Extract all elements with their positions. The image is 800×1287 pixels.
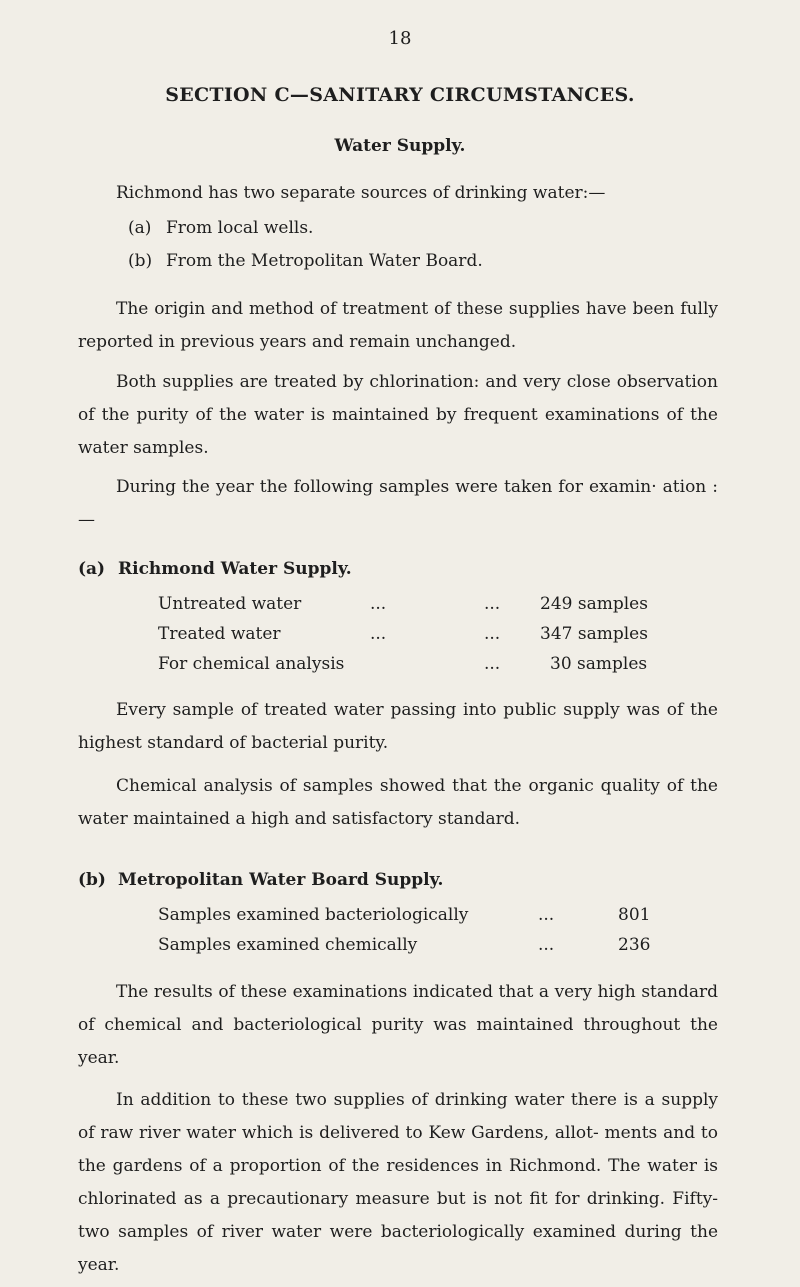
page-number: 18: [388, 28, 412, 49]
row-dots: ...: [484, 624, 501, 644]
row-dots: ...: [370, 624, 387, 644]
row-value: 249 samples: [540, 594, 648, 614]
row-dots: ...: [538, 905, 555, 925]
row-name: Treated water: [158, 624, 281, 644]
metropolitan-heading-text: Metropolitan Water Board Supply.: [118, 870, 444, 890]
row-name: Samples examined bacteriologically: [158, 905, 469, 925]
section-title: SECTION C—SANITARY CIRCUMSTANCES.: [165, 84, 635, 106]
row-dots: ...: [484, 594, 501, 614]
row-value: 30 samples: [550, 654, 648, 674]
row-dots: ...: [484, 654, 501, 674]
row-name: Samples examined chemically: [158, 935, 418, 955]
paragraph-origin: The origin and method of treatment of these supplies have been fully reported in previous years and remain unchanged.: [78, 299, 718, 352]
paragraph-during: During the year the following samples were taken for examin· ation :—: [78, 477, 718, 530]
source-text: From the Metropolitan Water Board.: [166, 251, 483, 271]
table-row: [158, 654, 678, 680]
source-label: (a): [128, 218, 152, 238]
richmond-heading-text: Richmond Water Supply.: [118, 559, 352, 579]
row-value: 236: [618, 935, 651, 955]
table-row: [158, 905, 678, 931]
row-value: 801: [618, 905, 651, 925]
source-text: From local wells.: [166, 218, 314, 238]
paragraph-results: The results of these examinations indicated that a very high standard of chemical and bacteriological purity was maintained throughout the year.: [78, 982, 718, 1068]
row-dots: ...: [370, 594, 387, 614]
paragraph-chlorination: Both supplies are treated by chlorination: and very close observation of the purity of the water is maintained by frequent examinations of the water samples.: [78, 372, 718, 458]
table-row: [158, 935, 678, 961]
table-row: [158, 594, 678, 620]
paragraph-addition: In addition to these two supplies of drinking water there is a supply of raw river water which is delivered to Kew Gardens, allot- ments and to the gardens of a proportion of the residences in Richmond. The water is chlorinated as a precautionary measure but is not fit for drinking. Fifty-two samples of river water were bacteriologically examined during the year.: [78, 1090, 718, 1275]
richmond-heading: [78, 559, 352, 579]
row-name: For chemical analysis: [158, 654, 345, 674]
paragraph-chemical: Chemical analysis of samples showed that the organic quality of the water maintained a high and satisfactory standard.: [78, 776, 718, 829]
row-dots: ...: [538, 935, 555, 955]
richmond-label: (a): [78, 559, 106, 579]
metropolitan-heading: [78, 870, 443, 890]
row-name: Untreated water: [158, 594, 302, 614]
intro-line: Richmond has two separate sources of drinking water:—: [116, 183, 606, 203]
metropolitan-label: (b): [78, 870, 106, 890]
table-row: [158, 624, 678, 650]
source-label: (b): [128, 251, 153, 271]
subtitle: Water Supply.: [334, 136, 466, 156]
paragraph-every-sample: Every sample of treated water passing into public supply was of the highest standard of bacterial purity.: [78, 700, 718, 753]
row-value: 347 samples: [540, 624, 648, 644]
